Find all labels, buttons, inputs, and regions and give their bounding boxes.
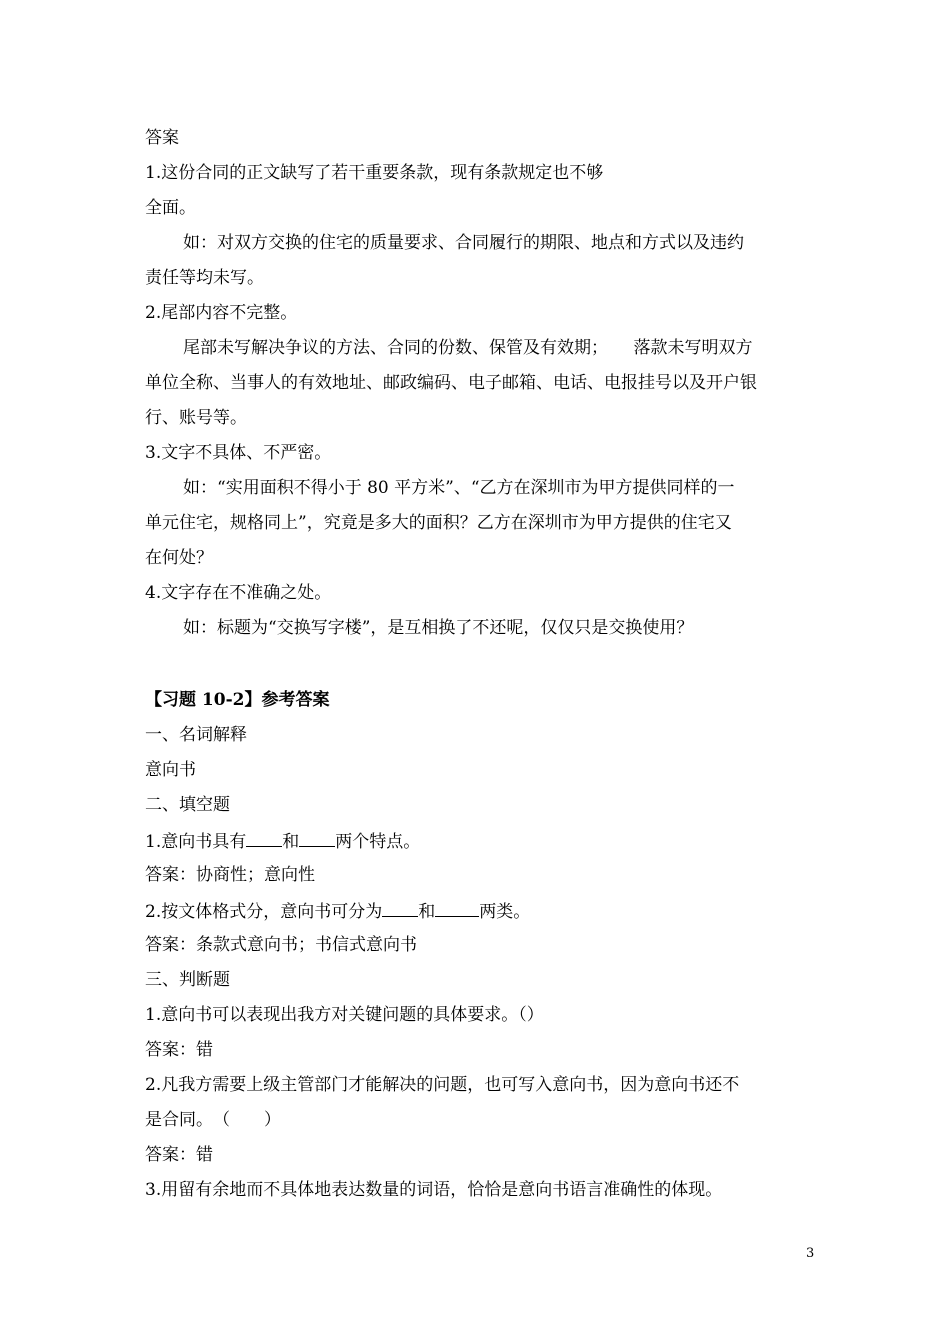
question-text: 和	[282, 832, 300, 852]
paragraph-line: 单元住宅，规格同上”，究竟是多大的面积？乙方在深圳市为甲方提供的住宅又	[145, 513, 732, 533]
question-type-heading: 三、判断题	[145, 970, 230, 990]
question-text: 1.意向书具有	[145, 832, 247, 852]
blank-underline	[299, 830, 335, 847]
question-text: 两个特点。	[335, 832, 421, 852]
question-text: 2.按文体格式分，意向书可分为	[145, 902, 383, 922]
paragraph-line: 如：标题为“交换写字楼”，是互相换了不还呢，仅仅只是交换使用？	[183, 618, 694, 638]
answer-item-2: 2.尾部内容不完整。	[145, 303, 298, 323]
paragraph-line: 行、账号等。	[145, 408, 247, 428]
section-heading: 【习题 10-2】参考答案	[145, 690, 330, 710]
question-line: 1.意向书可以表现出我方对关键问题的具体要求。（）	[145, 1005, 544, 1025]
page-number: 3	[806, 1246, 815, 1261]
answer-line: 答案：错	[145, 1040, 213, 1060]
answer-item-3: 3.文字不具体、不严密。	[145, 443, 332, 463]
blank-underline	[435, 900, 479, 917]
blank-underline	[246, 830, 282, 847]
answer-heading: 答案	[145, 128, 179, 148]
question-type-heading: 二、填空题	[145, 795, 230, 815]
answer-line: 答案：协商性；意向性	[145, 865, 315, 885]
paragraph-line: 如：“实用面积不得小于 80 平方米”、“乙方在深圳市为甲方提供同样的一	[183, 478, 735, 498]
question-text: 两类。	[479, 902, 531, 922]
fill-blank-question-2	[145, 900, 825, 922]
question-type-heading: 一、名词解释	[145, 725, 247, 745]
question-line: 是合同。 （ ）	[145, 1110, 281, 1130]
answer-item-1: 1.这份合同的正文缺写了若干重要条款，现有条款规定也不够	[145, 163, 604, 183]
paragraph-line: 尾部未写解决争议的方法、合同的份数、保管及有效期； 落款未写明双方	[183, 338, 753, 358]
question-line: 意向书	[145, 760, 196, 780]
answer-item-4: 4.文字存在不准确之处。	[145, 583, 332, 603]
blank-underline	[382, 900, 418, 917]
question-line: 3.用留有余地而不具体地表达数量的词语，恰恰是意向书语言准确性的体现。	[145, 1180, 723, 1200]
paragraph-line: 在何处？	[145, 548, 213, 568]
paragraph-line: 如：对双方交换的住宅的质量要求、合同履行的期限、地点和方式以及违约	[183, 233, 744, 253]
question-text: 和	[418, 902, 436, 922]
answer-line: 答案：错	[145, 1145, 213, 1165]
paragraph-line: 单位全称、当事人的有效地址、邮政编码、电子邮箱、电话、电报挂号以及开户银	[145, 373, 757, 393]
answer-line: 答案：条款式意向书；书信式意向书	[145, 935, 417, 955]
question-line: 2.凡我方需要上级主管部门才能解决的问题，也可写入意向书，因为意向书还不	[145, 1075, 740, 1095]
paragraph-line: 责任等均未写。	[145, 268, 264, 288]
fill-blank-question-1	[145, 830, 825, 852]
answer-item-1-cont: 全面。	[145, 198, 196, 218]
